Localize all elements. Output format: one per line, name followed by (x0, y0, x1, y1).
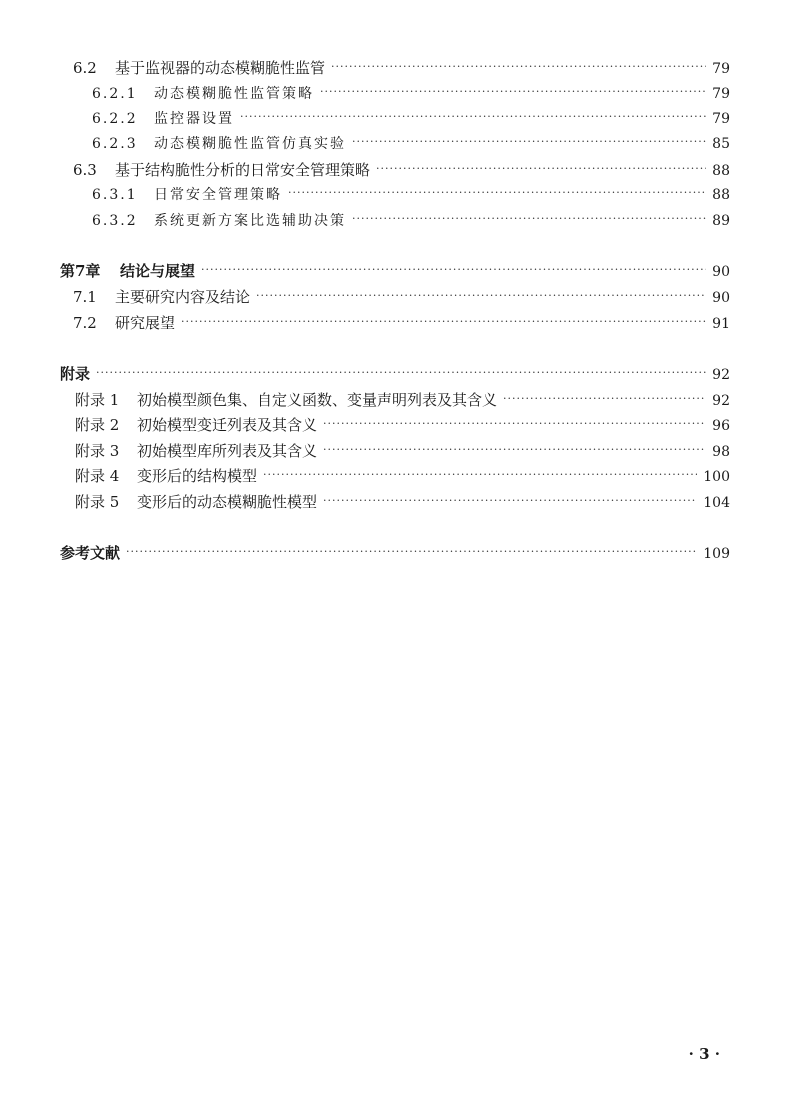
toc-entry-page: 109 (703, 546, 730, 562)
toc-entry (73, 56, 730, 80)
page-number: · 3 · (688, 1045, 720, 1063)
toc-entry-title: 基于监视器的动态模糊脆性监管 (115, 59, 326, 77)
dot-leader (323, 438, 706, 462)
toc-entry-page: 88 (712, 187, 730, 203)
dot-leader (376, 157, 706, 181)
toc-entry (75, 464, 730, 488)
dot-leader (352, 130, 706, 154)
toc-entry (75, 413, 730, 437)
toc-entry-title: 基于结构脆性分析的日常安全管理策略 (115, 161, 371, 179)
toc-entry-page: 79 (712, 111, 730, 127)
toc-entry-number: 6.2.2 (92, 111, 138, 127)
toc-entry-title: 变形后的结构模型 (137, 467, 258, 485)
toc-entry-title: 初始模型颜色集、自定义函数、变量声明列表及其含义 (137, 391, 498, 409)
toc-entry-title: 附录 (60, 365, 91, 383)
dot-leader (240, 105, 706, 129)
toc-entry-number: 附录 2 (75, 416, 120, 434)
toc-entry-title: 初始模型变迁列表及其含义 (137, 416, 318, 434)
toc-entry-title: 动态模糊脆性监管策略 (154, 86, 314, 102)
toc-entry (75, 490, 730, 514)
toc-entry-number: 附录 1 (75, 391, 120, 409)
dot-leader (96, 361, 706, 385)
toc-entry-title: 参考文献 (60, 544, 121, 562)
toc-entry-title: 主要研究内容及结论 (115, 288, 251, 306)
toc-entry-number: 6.3 (73, 161, 97, 179)
dot-leader (256, 284, 706, 308)
toc-entry (92, 183, 730, 207)
dot-leader (320, 80, 706, 104)
dot-leader (503, 387, 706, 411)
toc-entry-page: 90 (712, 290, 730, 306)
toc-entry-number: 6.2 (73, 59, 97, 77)
toc-entry-number: 附录 3 (75, 442, 120, 460)
toc-entry-page: 91 (712, 316, 730, 332)
toc-entry-page: 85 (712, 136, 730, 152)
toc-entry-page: 104 (703, 495, 730, 511)
dot-leader (126, 540, 697, 564)
dot-leader (288, 181, 706, 205)
toc-entry-page: 89 (712, 213, 730, 229)
dot-leader (352, 207, 706, 231)
toc-entry-page: 98 (712, 444, 730, 460)
toc-entry-number: 6.3.1 (92, 187, 138, 203)
toc-entry (73, 311, 730, 335)
toc-entry-title: 监控器设置 (154, 111, 234, 127)
toc-chapter-entry (60, 259, 730, 283)
toc-entry-page: 100 (703, 469, 730, 485)
toc-entry-number: 第7章 (60, 262, 101, 280)
toc-entry-page: 92 (712, 367, 730, 383)
toc-entry-number: 7.1 (73, 288, 97, 306)
dot-leader (323, 412, 706, 436)
toc-entry-title: 动态模糊脆性监管仿真实验 (154, 136, 346, 152)
toc-entry-page: 92 (712, 393, 730, 409)
toc-entry-page: 79 (712, 61, 730, 77)
toc-entry-number: 附录 5 (75, 493, 120, 511)
toc-entry-number: 6.2.1 (92, 86, 138, 102)
dot-leader (323, 489, 697, 513)
toc-entry-page: 79 (712, 86, 730, 102)
toc-entry (75, 439, 730, 463)
toc-entry (73, 285, 730, 309)
toc-entry (92, 132, 730, 156)
toc-chapter-entry (60, 541, 730, 565)
toc-entry-number: 7.2 (73, 314, 97, 332)
dot-leader (181, 310, 706, 334)
toc-entry (92, 209, 730, 233)
toc-entry (92, 82, 730, 106)
dot-leader (263, 463, 697, 487)
toc-entry (75, 388, 730, 412)
toc-entry (92, 107, 730, 131)
dot-leader (201, 258, 706, 282)
toc-entry-number: 6.3.2 (92, 213, 138, 229)
toc-entry-page: 88 (712, 163, 730, 179)
toc-chapter-entry (60, 362, 730, 386)
toc-entry-title: 初始模型库所列表及其含义 (137, 442, 318, 460)
toc-entry (73, 158, 730, 182)
toc-entry-title: 研究展望 (115, 314, 176, 332)
toc-entry-title: 结论与展望 (120, 262, 196, 280)
toc-entry-number: 附录 4 (75, 467, 120, 485)
toc-entry-title: 日常安全管理策略 (154, 187, 282, 203)
toc-entry-title: 系统更新方案比选辅助决策 (154, 213, 346, 229)
toc-entry-page: 90 (712, 264, 730, 280)
toc-entry-page: 96 (712, 418, 730, 434)
toc-entry-title: 变形后的动态模糊脆性模型 (137, 493, 318, 511)
dot-leader (331, 55, 706, 79)
toc-entry-number: 6.2.3 (92, 136, 138, 152)
